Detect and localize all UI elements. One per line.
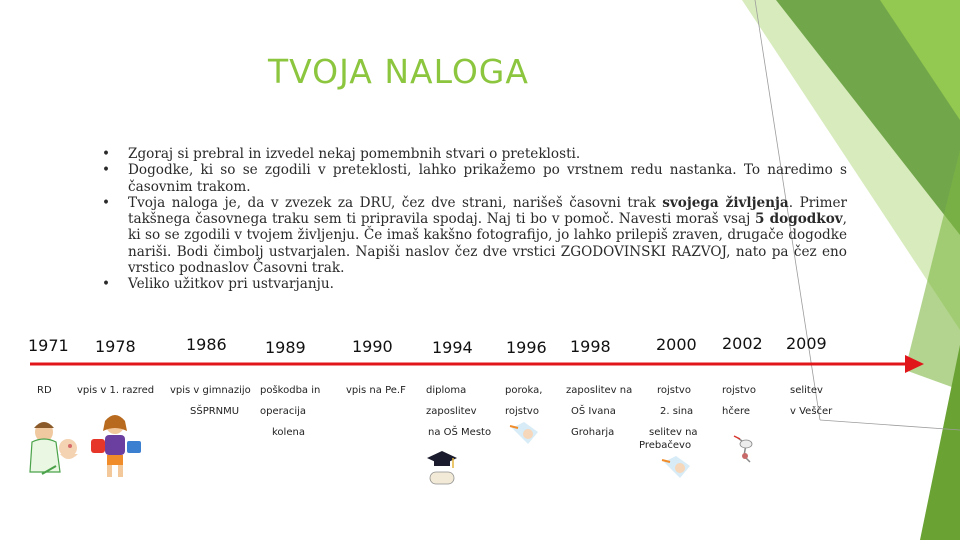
- year-label: 1994: [432, 338, 473, 357]
- bullet-text: Dogodke, ki so se zgodili v preteklosti, lahko prikažemo po vrstnem redu nastanka. To naredimo s časovnim trakom.: [128, 162, 847, 195]
- year-label: 1971: [28, 336, 69, 355]
- bullet-text: . Primer takšnega časovnega traku sem ti pripravila spodaj. Naj ti bo v pomoč. Navesti moraš vsaj: [128, 194, 847, 228]
- event-label: diploma: [426, 385, 467, 396]
- event-label: Groharja: [571, 427, 615, 438]
- bullet-text: Zgoraj si prebral in izvedel nekaj pomembnih stvari o preteklosti.: [128, 146, 581, 162]
- event-label: OŠ Ivana: [571, 406, 616, 417]
- event-label: na OŠ Mesto: [428, 427, 492, 438]
- year-label: 2000: [656, 335, 697, 354]
- event-label: poškodba in: [260, 385, 321, 396]
- student-icon: [83, 411, 151, 481]
- event-label: rojstvo: [722, 385, 756, 396]
- year-label: 1990: [352, 337, 393, 356]
- bullet-text: Tvoja naloga je, da v zvezek za DRU, čez dve strani, narišeš časovni trak: [128, 194, 663, 211]
- event-label: vpis v 1. razred: [77, 385, 155, 396]
- stork-baby-icon: [660, 454, 694, 484]
- event-label: selitev na: [649, 427, 698, 438]
- event-label: zaposlitev na: [566, 385, 633, 396]
- event-label: zaposlitev: [426, 406, 477, 417]
- year-label: 1998: [570, 337, 611, 356]
- event-label: selitev: [790, 385, 823, 396]
- year-label: 2009: [786, 334, 827, 353]
- event-label: vpis na Pe.F: [346, 385, 406, 396]
- page-title: TVOJA NALOGA: [268, 52, 529, 91]
- event-label: SŠPRNMU: [190, 406, 240, 417]
- year-label: 1989: [265, 338, 306, 357]
- year-label: 1978: [95, 337, 136, 356]
- stork-baby-icon: [508, 420, 542, 448]
- event-label: rojstvo: [657, 385, 691, 396]
- year-label: 2002: [722, 334, 763, 353]
- event-label: operacija: [260, 406, 307, 417]
- event-label: vpis v gimnazijo: [170, 385, 251, 396]
- baby-icon: [26, 418, 84, 482]
- event-label: 2. sina: [660, 406, 694, 417]
- event-label: poroka,: [505, 385, 543, 396]
- event-label: RD: [37, 385, 52, 396]
- event-label: kolena: [272, 427, 305, 438]
- year-label: 1996: [506, 338, 547, 357]
- bullet-bold-text: svojega življenja: [662, 194, 789, 211]
- event-label: Prebačevo: [639, 440, 692, 451]
- bullet-text: Veliko užitkov pri ustvarjanju.: [128, 276, 334, 293]
- bullet-text: , ki so se zgodili v tvojem življenju. Če imaš kakšno fotografijo, jo lahko prilepiš zraven, drugače dogodke nariši. Bodi čimbolj ustvarjalen. Napiši naslov čez dve vrstici ZGODOVINSKI RAZVOJ, nato pa čez eno vrstico podnaslov Časovni trak.: [128, 211, 847, 277]
- event-label: rojstvo: [505, 406, 539, 417]
- event-label: v Veščer: [790, 406, 833, 417]
- bullet-bold-text: 5 dogodkov: [755, 211, 843, 228]
- stork-icon: [728, 430, 764, 466]
- year-label: 1986: [186, 335, 227, 354]
- graduation-cap-icon: [425, 446, 459, 490]
- event-label: hčere: [722, 406, 751, 417]
